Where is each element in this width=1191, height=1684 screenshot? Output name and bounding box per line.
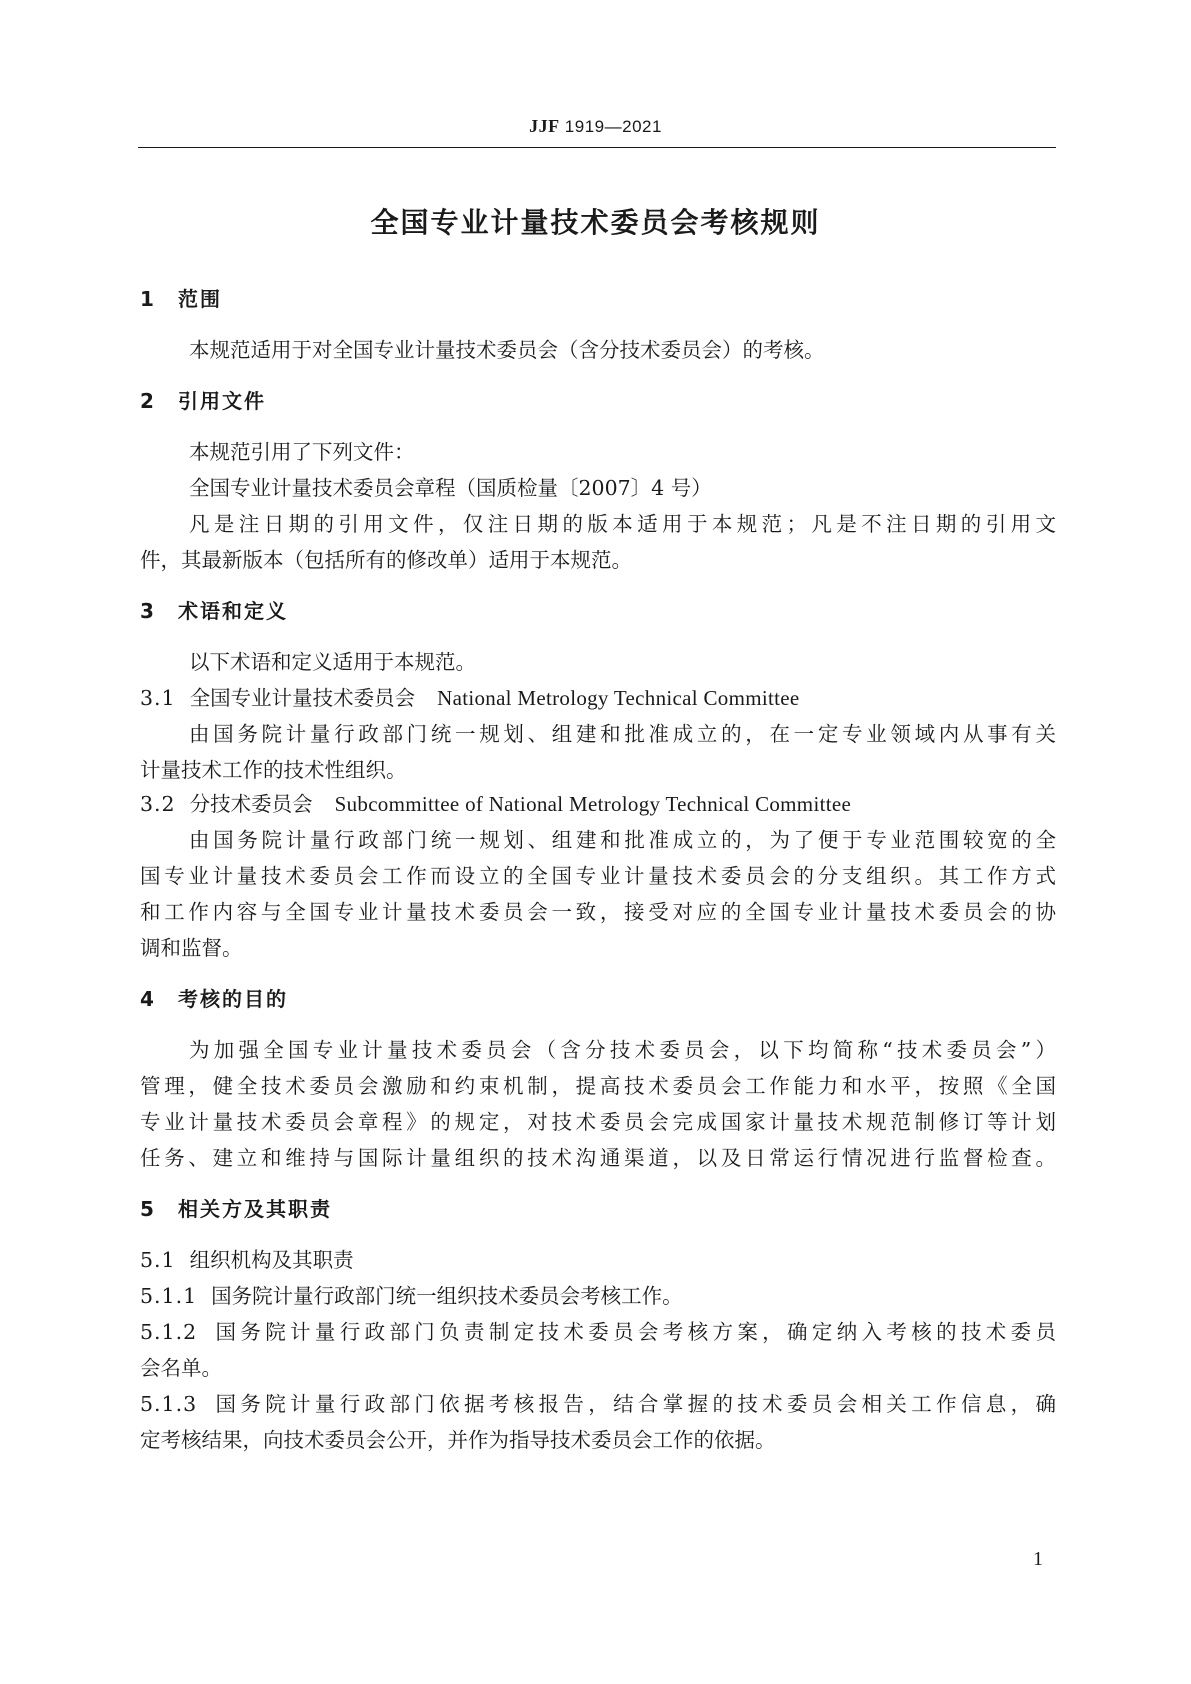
term-zh: 分技术委员会 [189, 792, 313, 816]
reference-document: 全国专业计量技术委员会章程（国质检量〔2007〕4 号） [189, 476, 712, 500]
page-number: 1 [1033, 1548, 1043, 1570]
term-zh: 全国专业计量技术委员会 [189, 686, 416, 710]
section-title: 范围 [178, 287, 222, 311]
clause-text: 组织机构及其职责 [189, 1248, 354, 1272]
section-5-heading [140, 1193, 332, 1222]
section-1-heading [140, 283, 222, 312]
clause-number: 5.1.3 [140, 1392, 198, 1416]
section-number: 5 [140, 1197, 154, 1221]
paragraph-line: 管理，健全技术委员会激励和约束机制，提高技术委员会工作能力和水平，按照《全国 [140, 1074, 1056, 1098]
document-title: 全国专业计量技术委员会考核规则 [370, 206, 821, 239]
section-number: 2 [140, 389, 154, 413]
term-en: National Metrology Technical Committee [437, 686, 800, 710]
header-prefix: JJF [529, 116, 560, 136]
section-number: 3 [140, 599, 154, 623]
paragraph-line: 本规范适用于对全国专业计量技术委员会（含分技术委员会）的考核。 [189, 338, 825, 362]
clause-5-1-2 [140, 1319, 1056, 1345]
paragraph-line: 和工作内容与全国专业计量技术委员会一致，接受对应的全国专业计量技术委员会的协 [140, 900, 1056, 924]
clause-number: 5.1.2 [140, 1320, 198, 1344]
clause-text: 国务院计量行政部门依据考核报告，结合掌握的技术委员会相关工作信息，确 [211, 1392, 1056, 1416]
paragraph-line: 本规范引用了下列文件： [189, 440, 415, 464]
term-en: Subcommittee of National Metrology Technical Committee [334, 792, 852, 816]
section-title: 引用文件 [178, 389, 266, 413]
term-3-2 [140, 791, 851, 817]
clause-text: 国务院计量行政部门统一组织技术委员会考核工作。 [211, 1284, 683, 1308]
section-title: 术语和定义 [178, 599, 288, 623]
clause-5-1 [140, 1247, 354, 1273]
header-rule [138, 147, 1056, 148]
section-number: 1 [140, 287, 154, 311]
section-3-heading [140, 595, 288, 624]
paragraph-line: 由国务院计量行政部门统一规划、组建和批准成立的，为了便于专业范围较宽的全 [189, 828, 1056, 852]
section-title: 相关方及其职责 [178, 1197, 332, 1221]
section-title: 考核的目的 [178, 987, 288, 1011]
header-code: 1919—2021 [564, 117, 662, 136]
paragraph-line: 会名单。 [140, 1356, 222, 1380]
clause-5-1-3 [140, 1391, 1056, 1417]
clause-number: 3.2 [140, 792, 176, 816]
clause-5-1-1 [140, 1283, 683, 1309]
clause-number: 3.1 [140, 686, 176, 710]
paragraph-line: 由国务院计量行政部门统一规划、组建和批准成立的，在一定专业领域内从事有关 [189, 722, 1056, 746]
term-3-1 [140, 685, 799, 711]
paragraph-line: 定考核结果，向技术委员会公开，并作为指导技术委员会工作的依据。 [140, 1428, 776, 1452]
clause-number: 5.1.1 [140, 1284, 198, 1308]
section-number: 4 [140, 987, 154, 1011]
paragraph-line: 专业计量技术委员会章程》的规定，对技术委员会完成国家计量技术规范制修订等计划 [140, 1110, 1056, 1134]
paragraph-line: 为加强全国专业计量技术委员会（含分技术委员会，以下均简称“技术委员会”） [189, 1038, 1056, 1062]
section-4-heading [140, 983, 288, 1012]
paragraph-line: 件，其最新版本（包括所有的修改单）适用于本规范。 [140, 548, 632, 572]
running-header [0, 116, 1191, 137]
clause-number: 5.1 [140, 1248, 176, 1272]
paragraph-line: 国专业计量技术委员会工作而设立的全国专业计量技术委员会的分支组织。其工作方式 [140, 864, 1056, 888]
clause-text: 国务院计量行政部门负责制定技术委员会考核方案，确定纳入考核的技术委员 [211, 1320, 1056, 1344]
paragraph-line: 以下术语和定义适用于本规范。 [189, 650, 476, 674]
paragraph-line: 计量技术工作的技术性组织。 [140, 758, 407, 782]
section-2-heading [140, 385, 266, 414]
paragraph-line: 任务、建立和维持与国际计量组织的技术沟通渠道，以及日常运行情况进行监督检查。 [140, 1146, 1056, 1170]
paragraph-line: 凡是注日期的引用文件，仅注日期的版本适用于本规范；凡是不注日期的引用文 [189, 512, 1056, 536]
paragraph-line: 调和监督。 [140, 936, 243, 960]
